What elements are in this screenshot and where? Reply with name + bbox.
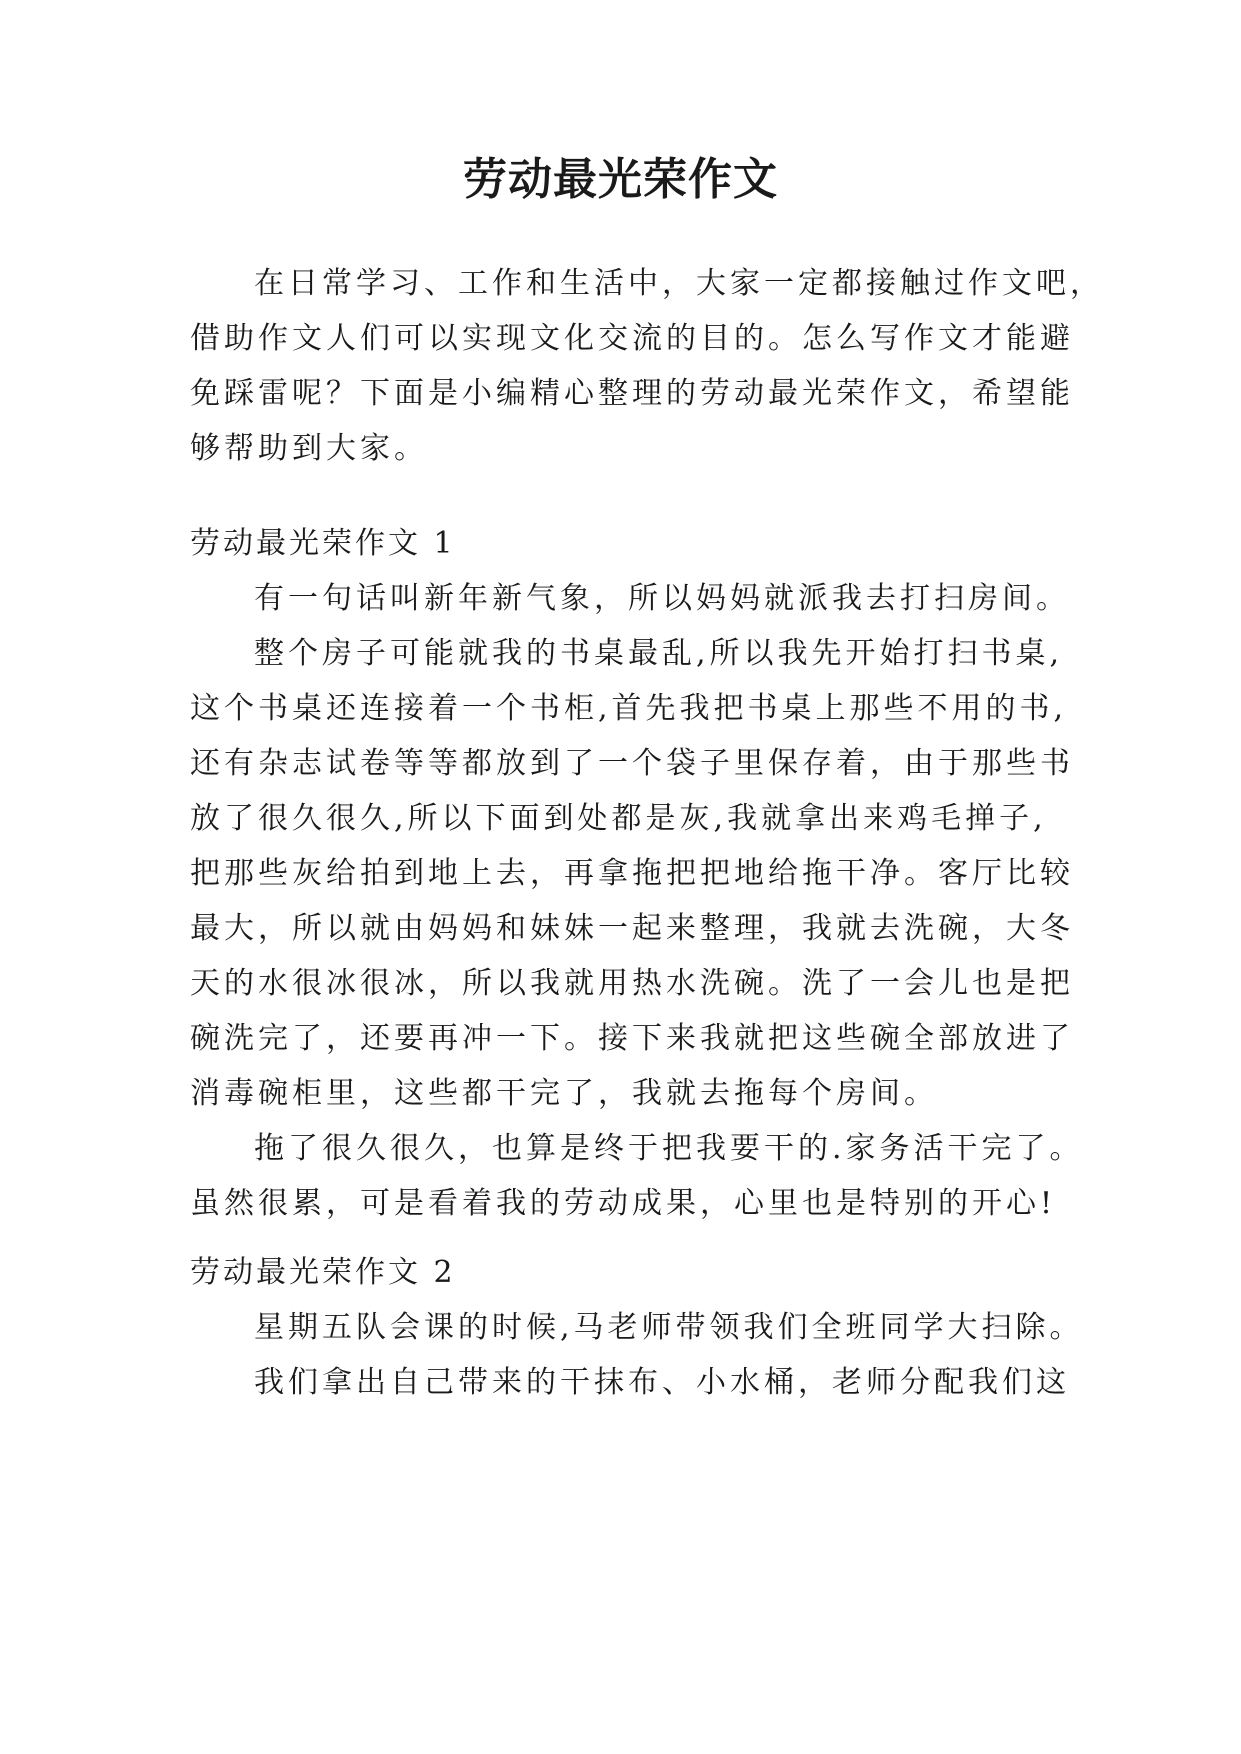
section-heading: 劳动最光荣作文 1 [190, 526, 456, 561]
text-line: 虽然很累，可是看着我的劳动成果，心里也是特别的开心! [190, 1186, 1057, 1221]
text-line: 借助作文人们可以实现文化交流的目的。怎么写作文才能避 [190, 321, 1074, 356]
text-line: 在日常学习、工作和生活中，大家一定都接触过作文吧， [254, 266, 1104, 301]
text-line: 把那些灰给拍到地上去，再拿拖把把地给拖干净。客厅比较 [190, 856, 1074, 891]
text-line: 有一句话叫新年新气象，所以妈妈就派我去打扫房间。 [254, 581, 1070, 616]
text-line: 还有杂志试卷等等都放到了一个袋子里保存着，由于那些书 [190, 746, 1074, 781]
text-line: 整个房子可能就我的书桌最乱,所以我先开始打扫书桌, [254, 636, 1064, 671]
text-line: 放了很久很久,所以下面到处都是灰,我就拿出来鸡毛掸子, [190, 801, 1047, 836]
text-line: 最大，所以就由妈妈和妹妹一起来整理，我就去洗碗，大冬 [190, 911, 1074, 946]
section-heading: 劳动最光荣作文 2 [190, 1255, 456, 1290]
text-line: 拖了很久很久，也算是终于把我要干的.家务活干完了。 [254, 1131, 1084, 1166]
intro-paragraph [190, 256, 1104, 476]
text-line: 消毒碗柜里，这些都干完了，我就去拖每个房间。 [190, 1076, 938, 1111]
section-2 [190, 1245, 1084, 1410]
text-line: 免踩雷呢？下面是小编精心整理的劳动最光荣作文，希望能 [190, 376, 1074, 411]
text-line: 天的水很冰很冰，所以我就用热水洗碗。洗了一会儿也是把 [190, 966, 1074, 1001]
text-line: 碗洗完了，还要再冲一下。接下来我就把这些碗全部放进了 [190, 1021, 1074, 1056]
text-line: 我们拿出自己带来的干抹布、小水桶，老师分配我们这 [254, 1365, 1070, 1400]
section-1 [190, 516, 1084, 1231]
text-line: 星期五队会课的时候,马老师带领我们全班同学大扫除。 [254, 1310, 1084, 1345]
document-title: 劳动最光荣作文 [463, 154, 778, 205]
text-line: 这个书桌还连接着一个书柜,首先我把书桌上那些不用的书, [190, 691, 1068, 726]
text-line: 够帮助到大家。 [190, 431, 428, 466]
